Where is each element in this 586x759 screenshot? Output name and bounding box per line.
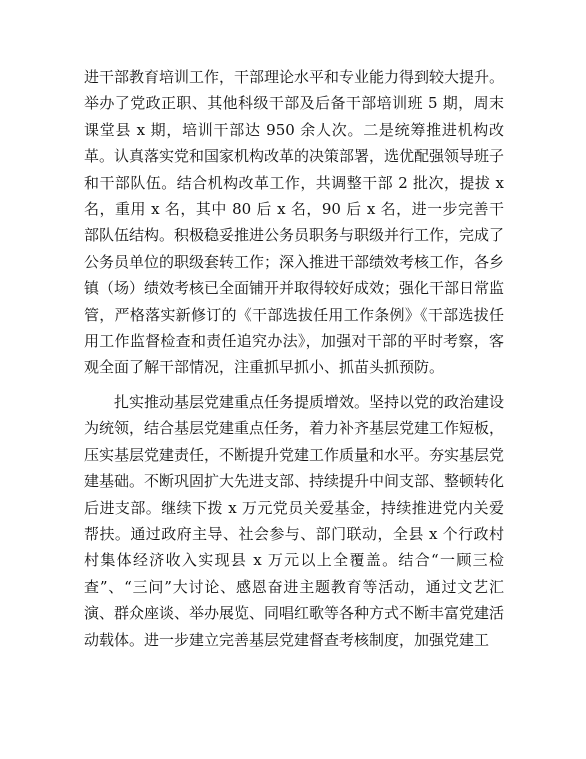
paragraph-grassroots-party-building: 扎实推动基层党建重点任务提质增效。坚持以党的政治建设为统领，结合基层党建重点任务，着力补齐基层党建工作短板，压实基层党建责任，不断提升党建工作质量和水平。夯实基层党建基础。不断巩固扩大先进支部、持续提升中间支部、整顿转化后进支部。继续下拨 x 万元党员关爱基金，持续推进党内关爱帮扶。通过政府主导、社会参与、部门联动，全县 x 个行政村村集体经济收入实现县 x 万元以上全覆盖。结合“一顾三检查”、“三问”大讨论、感恩奋进主题教育等活动，通过文艺汇演、群众座谈、举办展览、同唱红歌等各种方式不断丰富党建活动载体。进一步建立完善基层党建督查考核制度，加强党建工 <box>84 392 505 649</box>
paragraph-cadre-training: 进干部教育培训工作，干部理论水平和专业能力得到较大提升。举办了党政正职、其他科级干部及后备干部培训班 5 期，周末课堂县 x 期，培训干部达 950 余人次。二是统筹推进机构改革。认真落实党和国家机构改革的决策部署，选优配强领导班子和干部队伍。结合机构改革工作，共调整干部 2 批次，提拔 x 名，重用 x 名，其中 80 后 x 名，90 后 x 名，进一步完善干部队伍结构。积极稳妥推进公务员职务与职级并行工作，完成了公务员单位的职级套转工作；深入推进干部绩效考核工作，各乡镇（场）绩效考核已全面铺开并取得较好成效；强化干部日常监管，严格落实新修订的《干部选拔任用工作条例》《干部选拔任用工作监督检查和责任追究办法》，加强对干部的平时考察，客观全面了解干部情况，注重抓早抓小、抓苗头抓预防。 <box>84 68 505 377</box>
document-body <box>84 64 504 653</box>
